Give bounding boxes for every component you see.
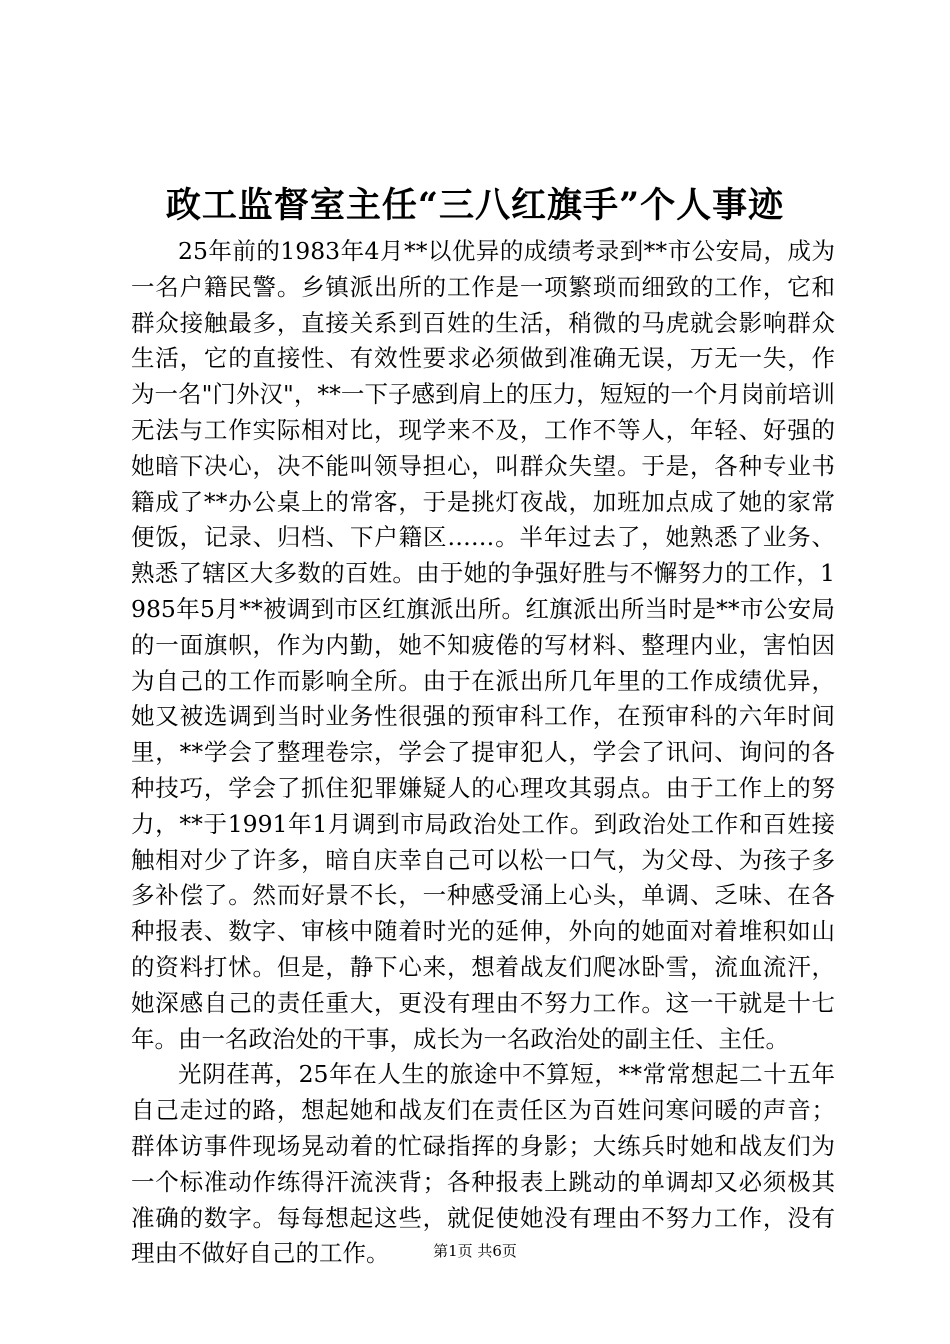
document-title: 政工监督室主任“三八红旗手”个人事迹 [165,185,785,226]
paragraph-career-history: 25年前的1983年4月**以优异的成绩考录到**市公安局，成为一名户籍民警。乡镇派出所的工作是一项繁琐而细致的工作，它和群众接触最多，直接关系到百姓的生活，稍微的马虎就会影响群众生活，它的直接性、有效性要求必须做到准确无误，万无一失，作为一名"门外汉"，**一下子感到肩上的压力，短短的一个月岗前培训无法与工作实际相对比，现学来不及，工作不等人，年轻、好强的她暗下决心，决不能叫领导担心，叫群众失望。于是，各种专业书籍成了**办公桌上的常客，于是挑灯夜战，加班加点成了她的家常便饭，记录、归档、下户籍区……。半年过去了，她熟悉了业务、熟悉了辖区大多数的百姓。由于她的争强好胜与不懈努力的工作，1985年5月**被调到市区红旗派出所。红旗派出所当时是**市公安局的一面旗帜，作为内勤，她不知疲倦的写材料、整理内业，害怕因为自己的工作而影响全所。由于在派出所几年里的工作成绩优异，她又被选调到当时业务性很强的预审科工作，在预审科的六年时间里，**学会了整理卷宗，学会了提审犯人，学会了讯问、询问的各种技巧，学会了抓住犯罪嫌疑人的心理攻其弱点。由于工作上的努力，**于1991年1月调到市局政治处工作。到政治处工作和百姓接触相对少了许多，暗自庆幸自己可以松一口气，为父母、为孩子多多补偿了。然而好景不长，一种感受涌上心头，单调、乏味、在各种报表、数字、审核中随着时光的延伸，外向的她面对着堆积如山的资料打怵。但是，静下心来，想着战友们爬冰卧雪，流血流汗，她深感自己的责任重大，更没有理由不努力工作。这一干就是十七年。由一名政治处的干事，成长为一名政治处的副主任、主任。 [131,237,835,1053]
document-body [131,234,835,1272]
paragraph-reflection: 光阴荏苒，25年在人生的旅途中不算短，**常常想起二十五年自己走过的路，想起她和战友们在责任区为百姓问寒问暖的声音；群体访事件现场晃动着的忙碌指挥的身影；大练兵时她和战友们为一个标准动作练得汗流浃背；各种报表上跳动的单调却又必须极其准确的数字。每每想起这些，就促使她没有理由不努力工作，没有理由不做好自己的工作。 [131,1060,835,1268]
page-number-footer: 第1页 共6页 [433,1242,517,1260]
